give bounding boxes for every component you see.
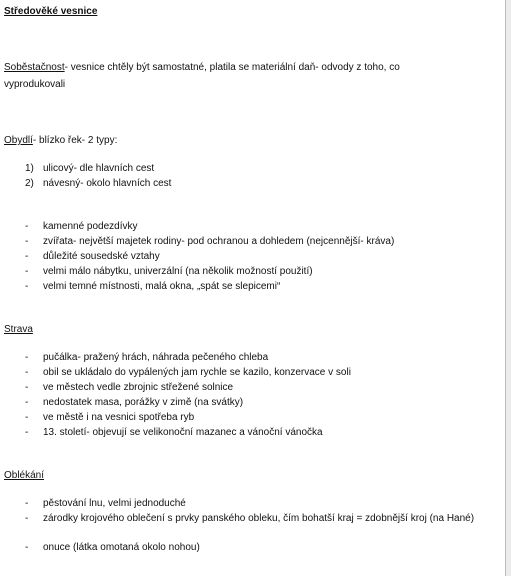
- section-heading-oblekani: Oblékání: [4, 470, 45, 481]
- bullet-dash: -: [25, 281, 29, 292]
- bullet-dash: -: [25, 221, 29, 232]
- section-heading-strava: Strava: [4, 324, 33, 335]
- page-title: Středověké vesnice: [4, 6, 98, 17]
- bullet-dash: -: [25, 251, 29, 262]
- paragraph-text-continued: vyprodukovali: [4, 79, 66, 90]
- section-heading-sobestacnost: Soběstačnost: [4, 62, 65, 73]
- bullet-dash: -: [25, 513, 29, 524]
- bullet-dash: -: [25, 266, 29, 277]
- list-item: důležité sousedské vztahy: [43, 251, 160, 262]
- list-number: 2): [25, 178, 34, 189]
- bullet-dash: -: [25, 367, 29, 378]
- list-item: velmi temné místnosti, malá okna, „spát se slepicemi“: [43, 281, 281, 292]
- bullet-dash: -: [25, 427, 29, 438]
- section-heading-obydli: Obydlí: [4, 135, 33, 146]
- bullet-dash: -: [25, 352, 29, 363]
- list-item: obil se ukládalo do vypálených jam rychle se kazilo, konzervace v soli: [43, 367, 351, 378]
- bullet-dash: -: [25, 498, 29, 509]
- bullet-dash: -: [25, 412, 29, 423]
- paragraph-obydli: [4, 135, 117, 147]
- list-item: nedostatek masa, porážky v zimě (na svátky): [43, 397, 244, 408]
- list-item: ve městě i na vesnici spotřeba ryb: [43, 412, 195, 423]
- list-item: zárodky krojového oblečení s prvky panského obleku, čím bohatší kraj = zdobnější kroj (na Hané): [43, 513, 475, 524]
- bullet-dash: -: [25, 397, 29, 408]
- list-item: pěstování lnu, velmi jednoduché: [43, 498, 186, 509]
- list-item: velmi málo nábytku, univerzální (na několik možností použití): [43, 266, 313, 277]
- list-item: pučálka- pražený hrách, náhrada pečeného chleba: [43, 352, 269, 363]
- list-item: onuce (látka omotaná okolo nohou): [43, 542, 200, 553]
- bullet-dash: -: [25, 542, 29, 553]
- list-item: zvířata- největší majetek rodiny- pod ochranou a dohledem (nejcennější- kráva): [43, 236, 395, 247]
- list-item: ve městech vedle zbrojnic střežené solnice: [43, 382, 234, 393]
- list-item: 13. století- objevují se velikonoční mazanec a vánoční vánočka: [43, 427, 323, 438]
- paragraph-text: - blízko řek- 2 typy:: [32, 135, 118, 146]
- bullet-dash: -: [25, 236, 29, 247]
- numbered-item: ulicový- dle hlavních cest: [43, 163, 155, 174]
- paragraph-text: - vesnice chtěly být samostatné, platila se materiální daň- odvody z toho, co: [64, 62, 400, 73]
- numbered-item: návesný- okolo hlavních cest: [43, 178, 172, 189]
- paragraph-sobestacnost: [4, 62, 400, 74]
- list-number: 1): [25, 163, 34, 174]
- bullet-dash: -: [25, 382, 29, 393]
- page-shadow: [506, 0, 511, 576]
- list-item: kamenné podezdívky: [43, 221, 138, 232]
